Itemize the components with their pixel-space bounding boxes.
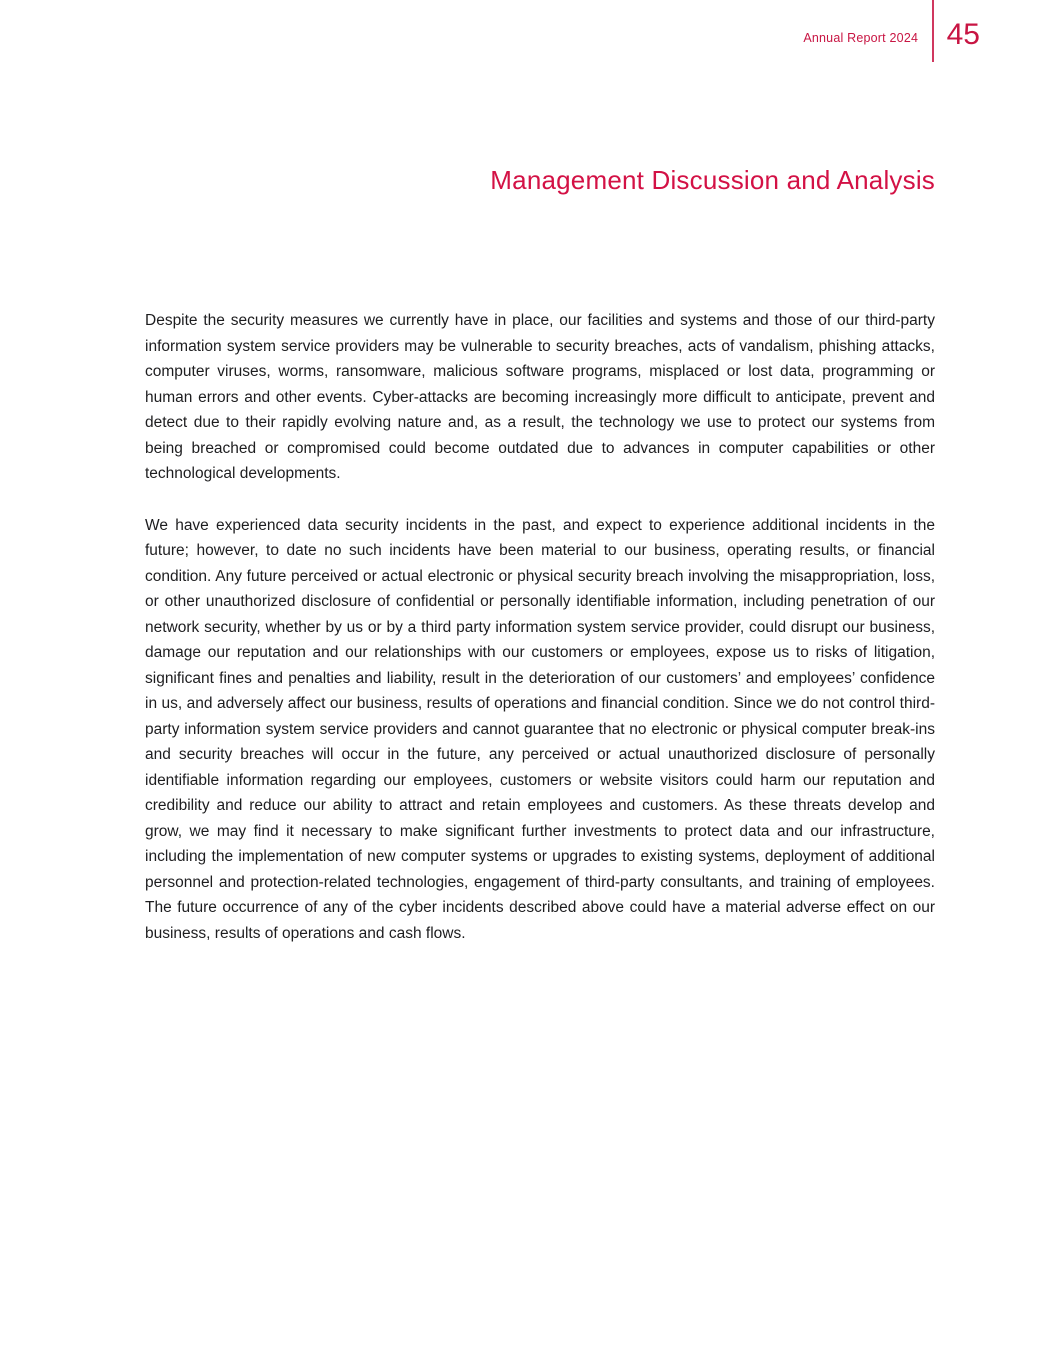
- body-text: [145, 308, 935, 972]
- title-container: [145, 165, 935, 196]
- header-report-label: Annual Report 2024: [803, 31, 919, 45]
- paragraph-1: Despite the security measures we currently have in place, our facilities and systems and those of our third-party information system service providers may be vulnerable to security breaches, acts of vandalism, phishing attacks, computer viruses, worms, ransomware, malicious software programs, misplaced or lost data, programming or human errors and other events. Cyber-attacks are becoming increasingly more difficult to anticipate, prevent and detect due to their rapidly evolving nature and, as a result, the technology we use to protect our systems from being breached or compromised could become outdated due to advances in computer capabilities or other technological developments.: [145, 312, 935, 482]
- page-header: [803, 0, 980, 62]
- page-number: 45: [946, 18, 980, 51]
- header-divider: [932, 0, 934, 62]
- paragraph-2: We have experienced data security incidents in the past, and expect to experience additional incidents in the future; however, to date no such incidents have been material to our business, operating results, or financial condition. Any future perceived or actual electronic or physical security breach involving the misappropriation, loss, or other unauthorized disclosure of confidential or personally identifiable information, including penetration of our network security, whether by us or by a third party information system service provider, could disrupt our business, damage our reputation and our relationships with our customers or employees, expose us to risks of litigation, significant fines and penalties and liability, result in the deterioration of our customers’ and employees’ confidence in us, and adversely affect our business, results of operations and financial condition. Since we do not control third-party information system service providers and cannot guarantee that no electronic or physical computer break-ins and security breaches will occur in the future, any perceived or actual unauthorized disclosure of personally identifiable information regarding our employees, customers or website visitors could harm our reputation and credibility and reduce our ability to attract and retain employees and customers. As these threats develop and grow, we may find it necessary to make significant further investments to protect data and our infrastructure, including the implementation of new computer systems or upgrades to existing systems, deployment of additional personnel and protection-related technologies, engagement of third-party consultants, and training of employees. The future occurrence of any of the cyber incidents described above could have a material adverse effect on our business, results of operations and cash flows.: [145, 516, 935, 942]
- section-title: Management Discussion and Analysis: [490, 165, 935, 195]
